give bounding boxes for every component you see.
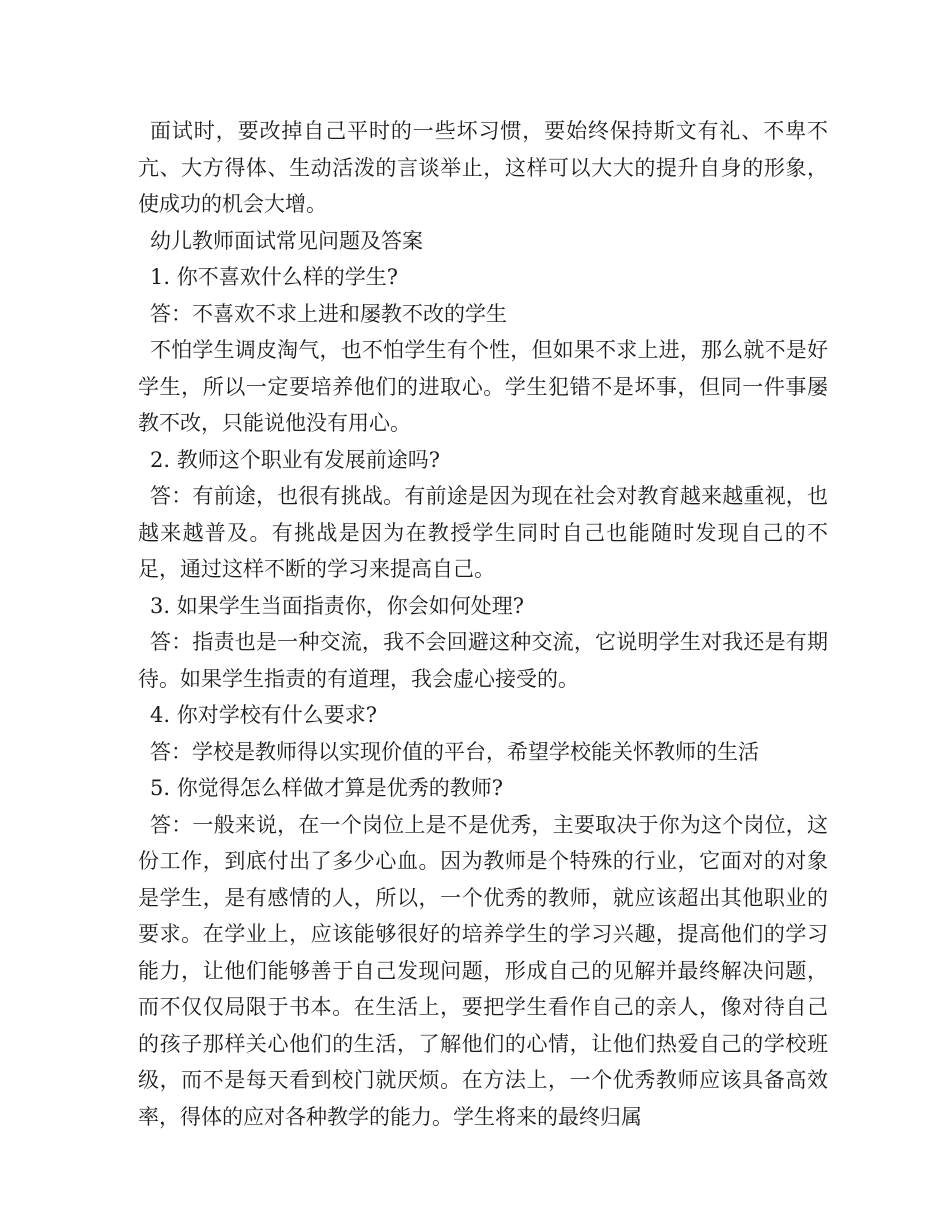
question-4: 4. 你对学校有什么要求? bbox=[150, 703, 377, 727]
answer-1-detail: 不怕学生调皮淘气，也不怕学生有个性，但如果不求上进，那么就不是好学生，所以一定要培养他们的进取心。学生犯错不是坏事，但同一件事屡教不改，只能说他没有用心。 bbox=[138, 338, 828, 435]
question-1: 1. 你不喜欢什么样的学生? bbox=[150, 265, 398, 289]
section-heading: 幼儿教师面试常见问题及答案 bbox=[150, 228, 423, 253]
answer-3: 答：指责也是一种交流，我不会回避这种交流，它说明学生对我还是有期待。如果学生指责的有道理，我会虚心接受的。 bbox=[138, 630, 828, 691]
answer-5: 答：一般来说，在一个岗位上是不是优秀，主要取决于你为这个岗位，这份工作，到底付出了多少心血。因为教师是个特殊的行业，它面对的对象是学生，是有感情的人，所以，一个优秀的教师，就应该超出其他职业的要求。在学业上，应该能够很好的培养学生的学习兴趣，提高他们的学习能力，让他们能够善于自己发现问题，形成自己的见解并最终解决问题，而不仅仅局限于书本。在生活上，要把学生看作自己的亲人，像对待自己的孩子那样关心他们的生活，了解他们的心情，让他们热爱自己的学校班级，而不是每天看到校门就厌烦。在方法上，一个优秀教师应该具备高效率，得体的应对各种教学的能力。学生将来的最终归属 bbox=[138, 812, 828, 1129]
question-5: 5. 你觉得怎么样做才算是优秀的教师? bbox=[150, 776, 503, 800]
answer-1: 答：不喜欢不求上进和屡教不改的学生 bbox=[150, 301, 507, 326]
answer-2: 答：有前途，也很有挑战。有前途是因为现在社会对教育越来越重视，也越来越普及。有挑战是因为在教授学生同时自己也能随时发现自己的不足，通过这样不断的学习来提高自己。 bbox=[138, 484, 828, 581]
question-3: 3. 如果学生当面指责你，你会如何处理? bbox=[150, 593, 524, 618]
intro-paragraph: 面试时，要改掉自己平时的一些坏习惯，要始终保持斯文有礼、不卑不亢、大方得体、生动活泼的言谈举止，这样可以大大的提升自身的形象，使成功的机会大增。 bbox=[138, 119, 828, 216]
answer-4: 答：学校是教师得以实现价值的平台，希望学校能关怀教师的生活 bbox=[150, 739, 759, 764]
document-body bbox=[138, 113, 828, 1135]
question-2: 2. 教师这个职业有发展前途吗? bbox=[150, 447, 440, 472]
